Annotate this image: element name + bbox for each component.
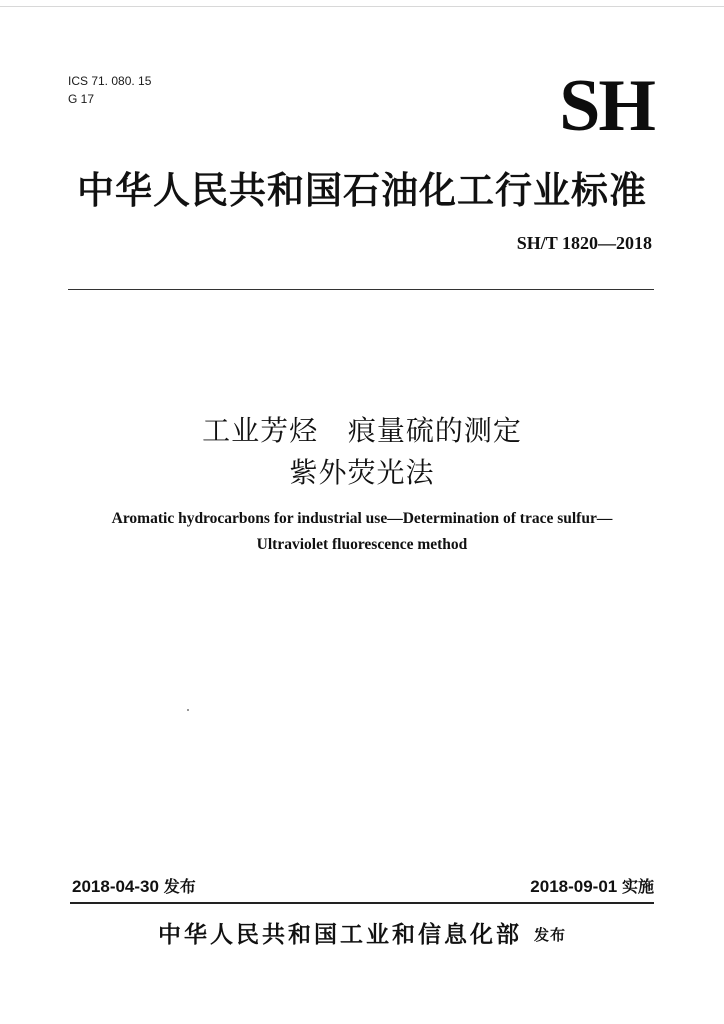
industry-standard-title: 中华人民共和国石油化工行业标准 (77, 169, 647, 212)
issue-label: 发布 (163, 877, 196, 896)
standard-number: SH/T 1820—2018 (516, 233, 652, 253)
page-top-edge (0, 6, 724, 7)
english-title-line-2: Ultraviolet fluorescence method (256, 536, 468, 553)
scan-speck (187, 709, 189, 711)
header-divider (68, 289, 654, 290)
issue-date-row (72, 876, 196, 898)
footer-divider (70, 902, 654, 904)
ccs-code: G 17 (68, 92, 95, 106)
publisher-name: 中华人民共和国工业和信息化部 (157, 922, 522, 948)
implementation-label: 实施 (621, 877, 654, 896)
english-title (0, 506, 724, 558)
publisher (0, 918, 724, 952)
publisher-suffix: 发布 (533, 926, 566, 944)
chinese-title-line-1: 工业芳烃 痕量硫的测定 (202, 414, 522, 447)
chinese-title-line-2: 紫外荧光法 (289, 456, 435, 489)
english-title-line-1: Aromatic hydrocarbons for industrial use—Determination of trace sulfur— (111, 510, 613, 527)
implementation-date-row (530, 876, 654, 898)
sh-logo: SH (559, 65, 654, 147)
chinese-title (0, 410, 724, 494)
ics-code: ICS 71. 080. 15 (68, 74, 152, 88)
implementation-date: 2018-09-01 (530, 877, 618, 896)
classification-codes (68, 72, 151, 108)
issue-date: 2018-04-30 (72, 877, 159, 896)
